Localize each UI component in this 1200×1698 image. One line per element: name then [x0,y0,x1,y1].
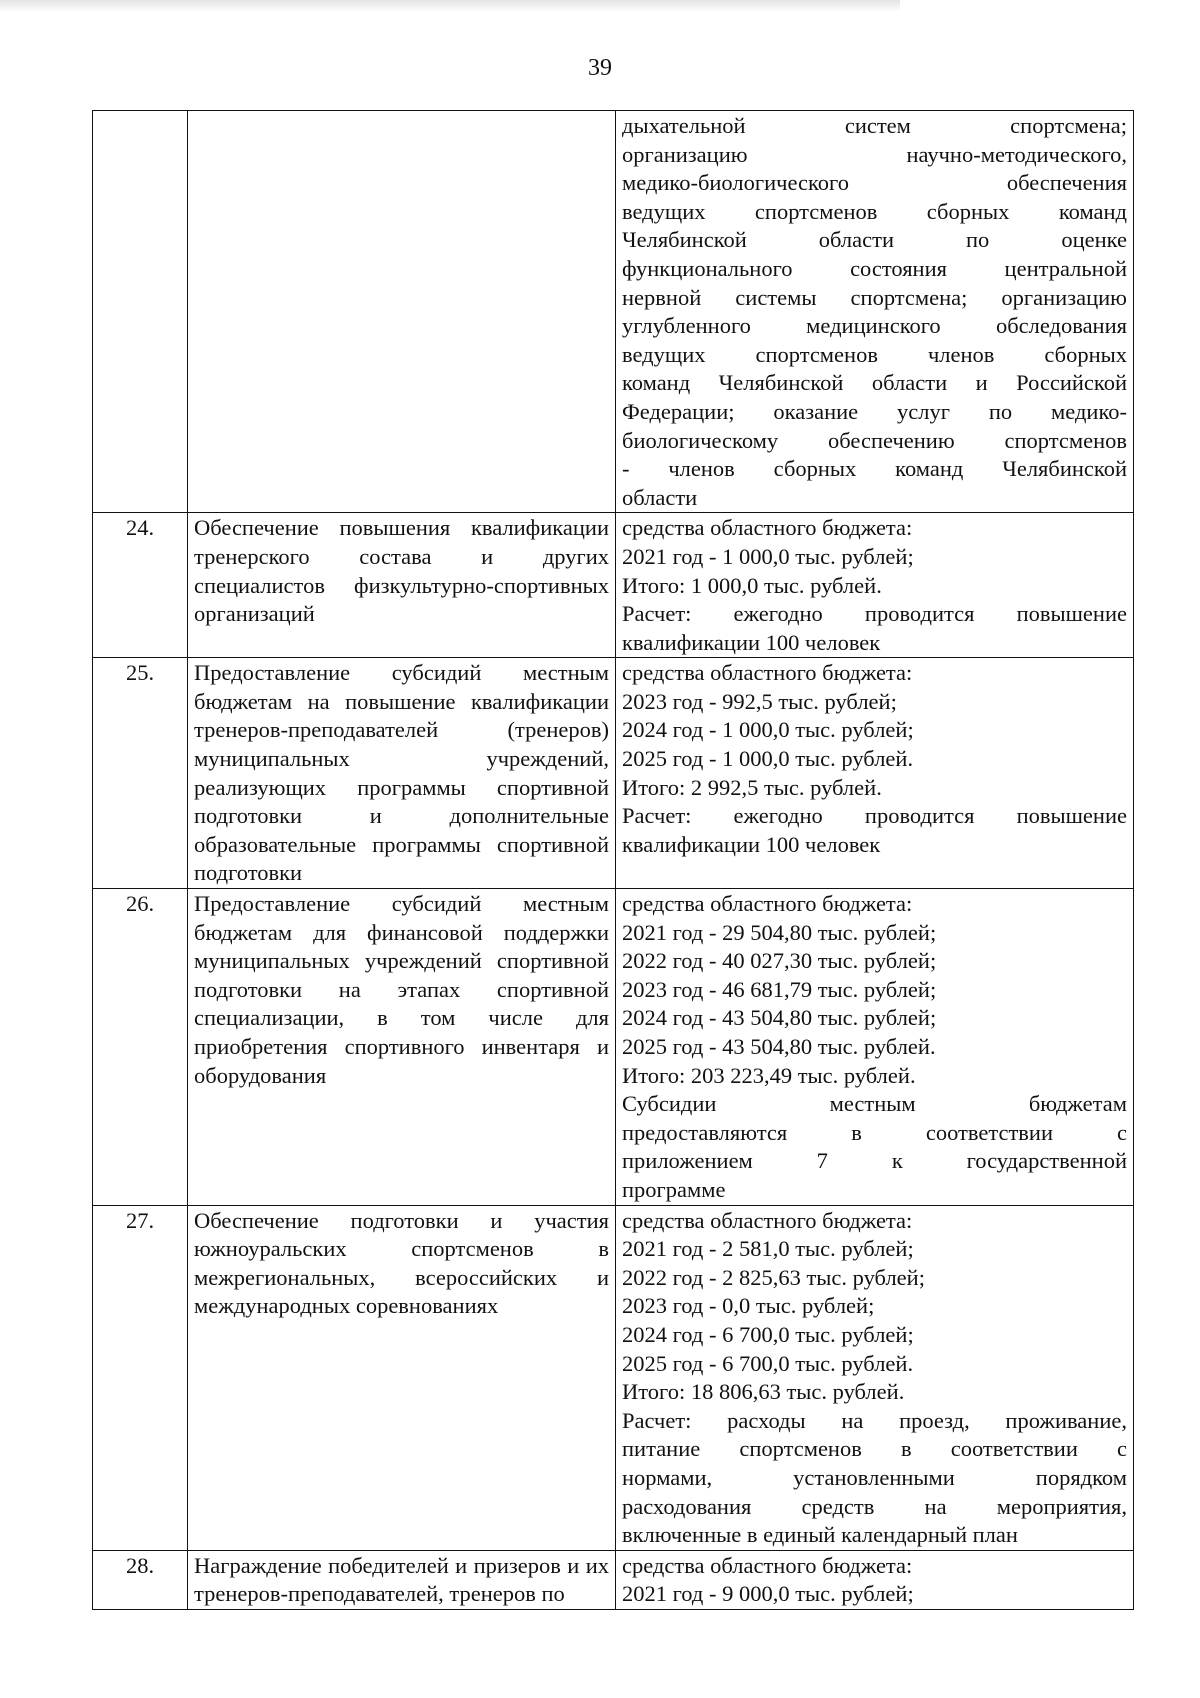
funding-line: включенные в единый календарный план [622,1522,1018,1548]
row-number: 25. [93,658,188,889]
funding-line: 2023 год - 46 681,79 тыс. рублей; [622,976,937,1002]
funding-line: программе [622,1176,726,1202]
funding-line: - членов сборных команд Челябинской [622,456,1127,482]
funding-line: средства областного бюджета: [622,660,913,686]
table-row [93,1205,1134,1550]
funding-cell [616,889,1134,1206]
funding-line: нервной системы спортсмена; организацию [622,284,1127,310]
funding-line: 2023 год - 0,0 тыс. рублей; [622,1293,875,1319]
funding-line: средства областного бюджета: [622,891,913,917]
funding-cell [616,1550,1134,1609]
row-number [93,111,188,513]
funding-line: биологическому обеспечению спортсменов [622,427,1127,453]
funding-line: углубленного медицинского обследования [622,313,1127,339]
measure-description [188,111,616,513]
row-number: 26. [93,889,188,1206]
funding-cell [616,1205,1134,1550]
funding-line: 2022 год - 2 825,63 тыс. рублей; [622,1264,925,1290]
funding-line: 2023 год - 992,5 тыс. рублей; [622,688,897,714]
funding-line: дыхательной систем спортсмена; [622,113,1127,138]
funding-line: 2024 год - 6 700,0 тыс. рублей; [622,1321,914,1347]
funding-line: организацию научно-методического, [622,141,1127,167]
funding-cell [616,658,1134,889]
table-row [93,889,1134,1206]
funding-line: квалификации 100 человек [622,629,881,655]
funding-line: квалификации 100 человек [622,831,881,857]
funding-line: приложением 7 к государственной [622,1148,1127,1174]
table-row [93,111,1134,513]
funding-cell [616,111,1134,513]
funding-line: Итого: 203 223,49 тыс. рублей. [622,1062,916,1088]
funding-line: питание спортсменов в соответствии с [622,1436,1127,1462]
funding-line: Расчет: ежегодно проводится повышение [622,803,1127,829]
funding-line: средства областного бюджета: [622,1207,913,1233]
funding-line: 2025 год - 1 000,0 тыс. рублей. [622,746,914,772]
funding-line: 2025 год - 6 700,0 тыс. рублей. [622,1350,914,1376]
funding-cell [616,513,1134,658]
funding-line: 2021 год - 29 504,80 тыс. рублей; [622,919,937,945]
funding-line: предоставляются в соответствии с [622,1119,1127,1145]
funding-line: средства областного бюджета: [622,515,913,541]
funding-line: средства областного бюджета: [622,1552,913,1578]
funding-line: нормами, установленными порядком [622,1464,1127,1490]
funding-line: ведущих спортсменов членов сборных [622,341,1127,367]
funding-line: 2025 год - 43 504,80 тыс. рублей. [622,1034,936,1059]
measure-description: Предоставление субсидий местным бюджетам для финансовой поддержки муниципальных учреждений спортивной подготовки на этапах спортивной специализации, в том числе для приобретения спортивного инвентаря и оборудования [188,889,616,1206]
row-number: 24. [93,513,188,658]
measure-description: Обеспечение повышения квалификации тренерского состава и других специалистов физкультурно-спортивных организаций [188,513,616,658]
funding-line: Субсидии местным бюджетам [622,1091,1127,1117]
page-number: 39 [588,55,612,81]
funding-line: 2024 год - 1 000,0 тыс. рублей; [622,717,914,743]
funding-line: 2021 год - 9 000,0 тыс. рублей; [622,1581,914,1607]
funding-line: Итого: 1 000,0 тыс. рублей. [622,572,882,598]
funding-line: функционального состояния центральной [622,255,1127,281]
table-row [93,1550,1134,1609]
measure-description: Предоставление субсидий местным бюджетам на повышение квалификации тренеров-преподавателей (тренеров) муниципальных учреждений, реализующих программы спортивной подготовки и дополнительные образовательные программы спортивной подготовки [188,658,616,889]
funding-line: медико-биологического обеспечения [622,170,1127,196]
scan-edge [0,0,900,12]
funding-line: Расчет: расходы на проезд, проживание, [622,1407,1127,1433]
funding-line: 2024 год - 43 504,80 тыс. рублей; [622,1005,937,1031]
row-number: 27. [93,1205,188,1550]
funding-line: Челябинской области по оценке [622,227,1127,253]
funding-line: команд Челябинской области и Российской [622,370,1127,396]
table-row [93,658,1134,889]
funding-line: Итого: 18 806,63 тыс. рублей. [622,1379,905,1405]
funding-line: расходования средств на мероприятия, [622,1493,1127,1519]
funding-line: Расчет: ежегодно проводится повышение [622,601,1127,627]
table-row [93,513,1134,658]
measure-description: Награждение победителей и призеров и их тренеров-преподавателей, тренеров по [188,1550,616,1609]
funding-line: области [622,484,698,510]
funding-line: 2022 год - 40 027,30 тыс. рублей; [622,948,937,974]
funding-line: Федерации; оказание услуг по медико- [622,398,1127,424]
program-measures-table [92,110,1134,1610]
row-number: 28. [93,1550,188,1609]
measure-description: Обеспечение подготовки и участия южноуральских спортсменов в межрегиональных, всероссийских и международных соревнованиях [188,1205,616,1550]
funding-line: ведущих спортсменов сборных команд [622,198,1127,224]
funding-line: Итого: 2 992,5 тыс. рублей. [622,774,882,800]
funding-line: 2021 год - 2 581,0 тыс. рублей; [622,1236,914,1262]
funding-line: 2021 год - 1 000,0 тыс. рублей; [622,543,914,569]
